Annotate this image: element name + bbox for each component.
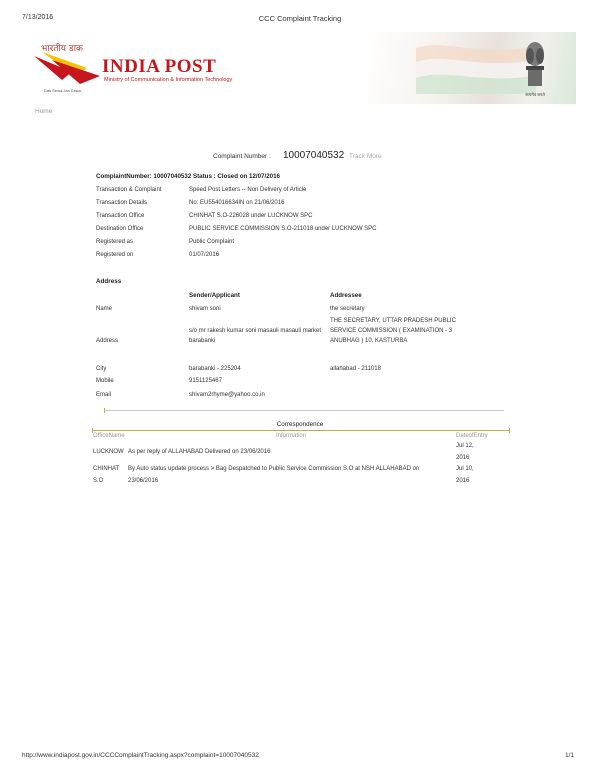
corr-info: By Auto status update process > Bag Despatched to Public Service Commission S.O at NSH ALLAHABAD on 23/06/2016: [128, 466, 420, 484]
print-title: CCC Complaint Tracking: [258, 14, 342, 23]
divider-tick: [104, 408, 105, 413]
complaint-number-value: 10007040532: [283, 150, 345, 161]
addressee-name: the secretary: [330, 306, 365, 312]
complaint-status-summary: ComplaintNumber: 10007040532 Status : Closed on 12/07/2016: [96, 173, 280, 180]
sender-address: s/o mr rakesh kumar soni masauli masauli market barabanki: [189, 328, 322, 344]
sender-name: shivam soni: [189, 306, 221, 312]
header-banner: [24, 32, 576, 104]
brand-subtitle: Ministry of Communication & Information Technology: [104, 77, 233, 83]
print-url: http://www.indiapost.gov.in/CCCComplaintTracking.aspx?complaint=10007040532: [22, 752, 259, 759]
addressee-city: allahabad - 211018: [330, 366, 381, 372]
detail-value: Public Complaint: [189, 239, 235, 245]
detail-label: Transaction Details: [96, 200, 148, 206]
sender-column-header: Sender/Applicant: [189, 292, 240, 299]
track-more-link[interactable]: Track More: [349, 153, 382, 160]
print-date: 7/13/2016: [22, 14, 54, 21]
corr-office: LUCKNOW: [93, 449, 124, 455]
detail-label: Transaction Office: [96, 213, 145, 219]
city-label: City: [96, 366, 107, 372]
divider: [92, 430, 510, 431]
home-link[interactable]: Home: [35, 108, 53, 115]
addressee-address: THE SECRETARY, UTTAR PRADESH PUBLIC SERVICE COMMISSION ( EXAMINATION - 3 ANUBHAG ) 10, KASTURBA: [330, 318, 456, 344]
col-office-header: OfficeName: [93, 433, 125, 439]
divider: [104, 410, 504, 411]
sender-city: barabanki - 225204: [189, 366, 241, 372]
emblem-caption: सत्यमेव जयते: [525, 92, 545, 97]
detail-label: Registered on: [96, 252, 134, 258]
email-label: Email: [96, 392, 112, 398]
address-section-title: Address: [96, 278, 122, 285]
complaint-number-label: Complaint Number :: [213, 153, 271, 160]
sender-mobile: 9151125467: [189, 378, 222, 384]
brand-title: INDIA POST: [102, 56, 217, 77]
detail-value: PUBLIC SERVICE COMMISSION S.O-211018 under LUCKNOW SPC: [189, 226, 377, 232]
detail-value: CHINHAT S.O-226028 under LUCKNOW SPC: [189, 213, 313, 219]
detail-label: Registered as: [96, 239, 134, 245]
national-emblem-icon: [522, 40, 548, 92]
sender-email: shivam2rhyme@yahoo.co.in: [189, 392, 265, 398]
brand-tagline: Dak Sewa Jan Sewa: [44, 88, 81, 93]
print-page-number: 1/1: [564, 752, 574, 759]
name-label: Name: [96, 306, 113, 312]
addressee-column-header: Addressee: [330, 292, 362, 299]
banner-flag-area: [366, 32, 576, 104]
logo-hindi-text: भारतीय डाक: [41, 44, 83, 54]
corr-date: Jul 10, 2016: [456, 466, 474, 484]
divider-tick: [509, 428, 510, 433]
flag-wave-icon: [416, 38, 536, 94]
corr-info: As per reply of ALLAHABAD Delivered on 23/06/2016: [128, 449, 271, 455]
mobile-label: Mobile: [96, 378, 114, 384]
detail-value: Speed Post Letters -- Non Delivery of Article: [189, 187, 307, 193]
detail-value: 01/07/2016: [189, 252, 220, 258]
detail-label: Transaction & Complaint: [96, 187, 162, 193]
correspondence-title: Correspondence: [276, 421, 324, 428]
col-date-header: DateofEntry: [456, 433, 488, 439]
detail-label: Destination Office: [96, 226, 144, 232]
corr-date: Jul 12, 2016: [456, 443, 474, 461]
detail-value: No: EU554016634IN on 21/06/2016: [189, 200, 285, 206]
corr-office: CHINHAT S.O: [93, 466, 120, 484]
india-post-logo-icon: [32, 50, 102, 88]
address-label: Address: [96, 338, 119, 344]
col-info-header: Information: [276, 433, 307, 439]
